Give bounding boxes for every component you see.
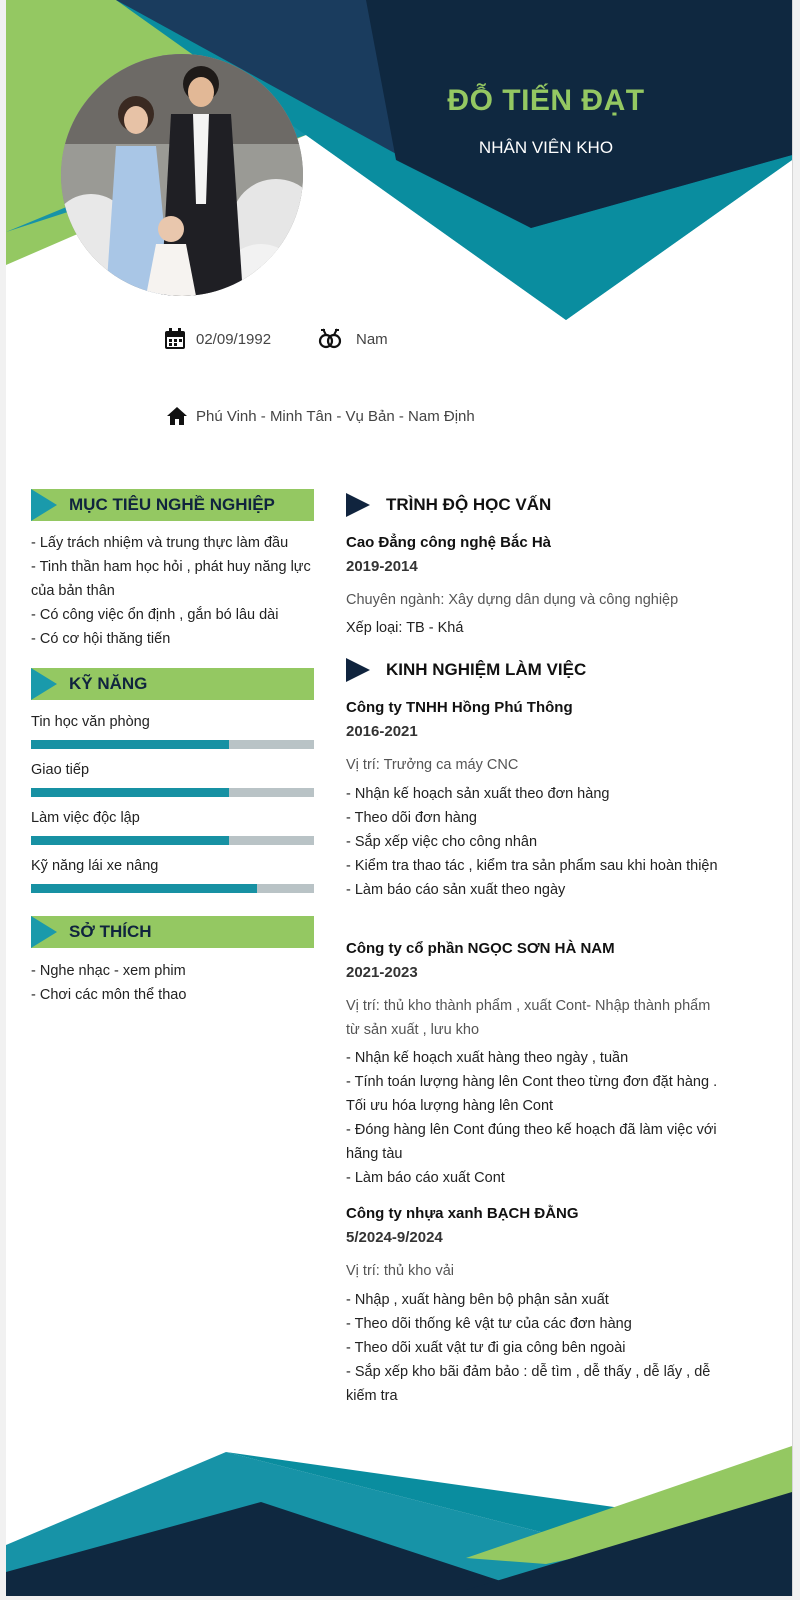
skill-label: Kỹ năng lái xe nâng	[31, 858, 159, 874]
skill-bar-fill	[31, 836, 229, 845]
list-item: - Nhận kế hoạch xuất hàng theo ngày , tuần	[346, 1050, 629, 1066]
school-name: Cao Đẳng công nghệ Bắc Hà	[346, 534, 552, 551]
job-tasks	[346, 782, 718, 902]
job-period: 2016-2021	[346, 723, 418, 740]
job-position: Vị trí: Trưởng ca máy CNC	[346, 757, 519, 773]
footer-decoration	[6, 1440, 792, 1596]
skill-bar-fill	[31, 788, 229, 797]
list-item: - Lấy trách nhiệm và trung thực làm đầu	[31, 535, 289, 551]
job-tasks	[346, 1046, 718, 1190]
skill-bar	[31, 884, 314, 893]
education-major: Chuyên ngành: Xây dựng dân dụng và công nghiệp	[346, 592, 679, 608]
list-item: - Kiểm tra thao tác , kiểm tra sản phẩm sau khi hoàn thiện	[346, 858, 718, 874]
job-period: 5/2024-9/2024	[346, 1229, 443, 1246]
skill-label: Làm việc độc lập	[31, 810, 140, 826]
cv-page	[6, 0, 793, 1596]
job-position: Vị trí: thủ kho vải	[346, 1263, 454, 1279]
job-tasks	[346, 1288, 718, 1408]
education-grade: Xếp loại: TB - Khá	[346, 620, 464, 636]
list-item: - Nhận kế hoạch sản xuất theo đơn hàng	[346, 786, 610, 802]
list-item: - Làm báo cáo xuất Cont	[346, 1170, 505, 1186]
skill-label: Tin học văn phòng	[31, 714, 150, 730]
education-heading: TRÌNH ĐỘ HỌC VẤN	[346, 493, 551, 517]
job-period: 2021-2023	[346, 964, 418, 981]
list-item: - Nghe nhạc - xem phim	[31, 963, 186, 979]
calendar-icon	[164, 328, 186, 350]
gender-icon	[318, 328, 342, 350]
home-icon	[166, 406, 188, 426]
skill-bar-fill	[31, 884, 257, 893]
list-item: - Theo dõi thống kê vật tư của các đơn hàng	[346, 1316, 632, 1332]
address-row	[166, 406, 475, 426]
experience-heading: KINH NGHIỆM LÀM VIỆC	[346, 658, 586, 682]
skill-bar	[31, 836, 314, 845]
list-item: - Chơi các môn thể thao	[31, 987, 187, 1003]
skill-bar-fill	[31, 740, 229, 749]
hobbies-heading: SỞ THÍCH	[31, 916, 314, 948]
list-item: - Có cơ hội thăng tiến	[31, 631, 171, 647]
list-item: - Tính toán lượng hàng lên Cont theo từng đơn đặt hàng . Tối ưu hóa lượng hàng lên Cont	[346, 1074, 718, 1114]
list-item: - Nhập , xuất hàng bên bộ phận sản xuất	[346, 1292, 609, 1308]
job-company: Công ty TNHH Hồng Phú Thông	[346, 699, 573, 716]
job-position: Vị trí: thủ kho thành phẩm , xuất Cont- Nhập thành phẩm từ sản xuất , lưu kho	[346, 998, 711, 1038]
objective-heading: MỤC TIÊU NGHỀ NGHIỆP	[31, 489, 314, 521]
objective-list	[31, 531, 321, 651]
list-item: - Theo dõi đơn hàng	[346, 810, 477, 826]
list-item: - Sắp xếp việc cho công nhân	[346, 834, 538, 850]
job-title: NHÂN VIÊN KHO	[478, 138, 614, 157]
skills-heading: KỸ NĂNG	[31, 668, 314, 700]
list-item: của bản thân	[31, 583, 115, 599]
birthdate-row	[164, 328, 271, 350]
skill-bar	[31, 788, 314, 797]
list-item: - Làm báo cáo sản xuất theo ngày	[346, 882, 566, 898]
birthdate-value: 02/09/1992	[196, 330, 272, 348]
skill-label: Giao tiếp	[31, 762, 90, 778]
list-item: - Tinh thần ham học hỏi , phát huy năng lực	[31, 559, 311, 575]
hobbies-list	[31, 959, 321, 1007]
skill-bar	[31, 740, 314, 749]
gender-row	[318, 328, 388, 350]
job-company: Công ty nhựa xanh BẠCH ĐẰNG	[346, 1205, 579, 1222]
candidate-name: ĐỖ TIẾN ĐẠT	[447, 84, 645, 117]
list-item: - Có công việc ổn định , gắn bó lâu dài	[31, 607, 279, 623]
education-period: 2019-2014	[346, 558, 418, 575]
list-item: - Theo dõi xuất vật tư đi gia công bên ngoài	[346, 1340, 626, 1356]
profile-photo	[61, 54, 303, 296]
list-item: - Đóng hàng lên Cont đúng theo kế hoạch đã làm việc với hãng tàu	[346, 1122, 717, 1162]
address-value: Phú Vinh - Minh Tân - Vụ Bản - Nam Định	[196, 407, 475, 425]
job-company: Công ty cổ phần NGỌC SƠN HÀ NAM	[346, 940, 615, 957]
gender-value: Nam	[356, 330, 388, 348]
list-item: - Sắp xếp kho bãi đảm bảo : dễ tìm , dễ thấy , dễ lấy , dễ kiếm tra	[346, 1364, 711, 1404]
